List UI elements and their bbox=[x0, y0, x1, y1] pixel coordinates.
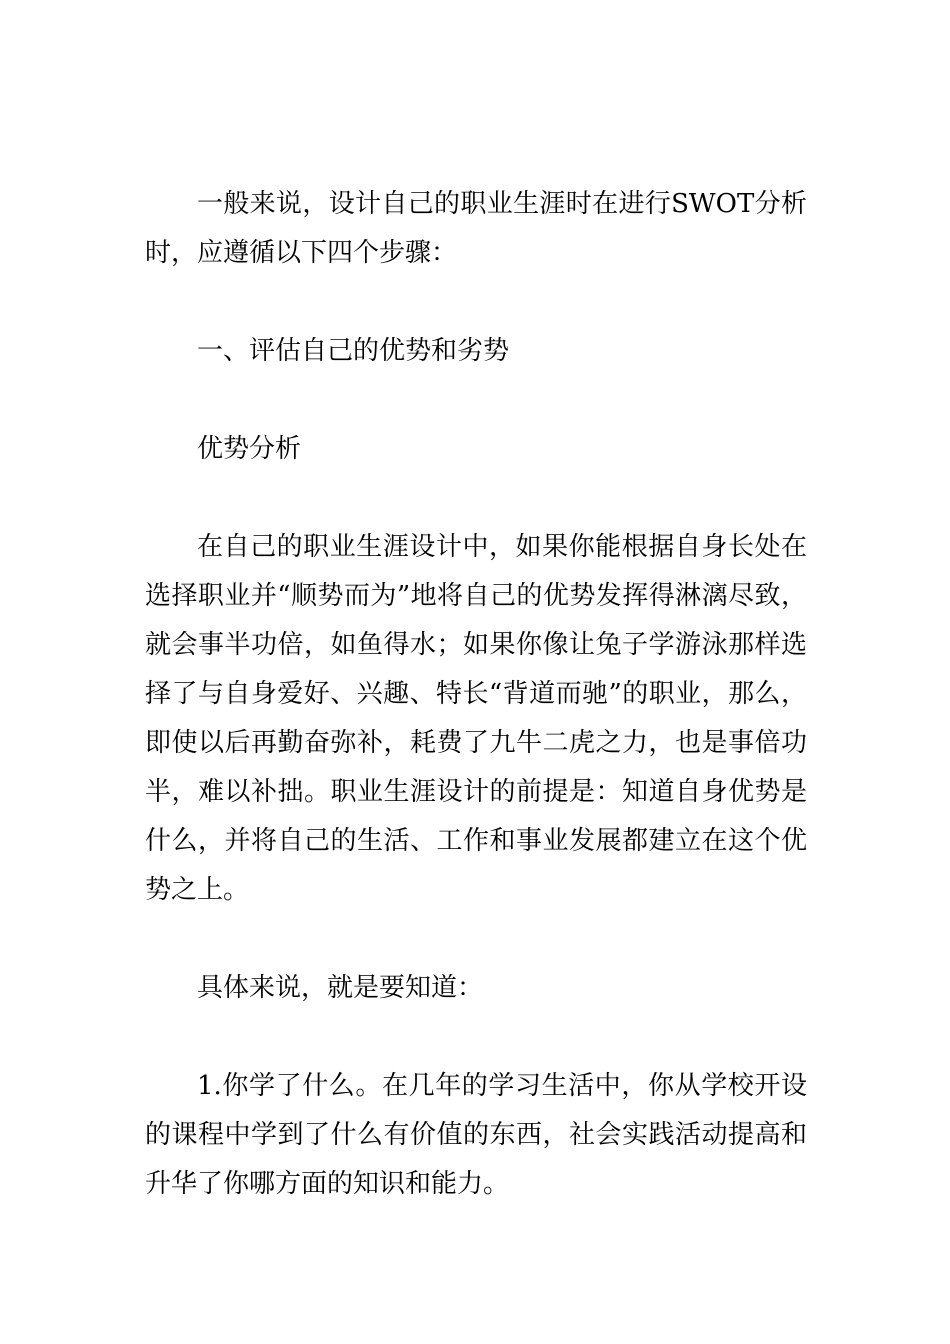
subsection-heading: 优势分析 bbox=[197, 434, 302, 464]
lead-in-paragraph: 具体来说，就是要知道： bbox=[197, 973, 484, 1003]
list-item-paragraph: 1.你学了什么。在几年的学习生活中，你从学校开设的课程中学到了什么有价值的东西，社会实践活动提高和升华了你哪方面的知识和能力。 bbox=[145, 1071, 807, 1199]
intro-paragraph: 一般来说，设计自己的职业生涯时在进行SWOT分析时，应遵循以下四个步骤： bbox=[145, 189, 807, 268]
body-paragraph: 在自己的职业生涯设计中，如果你能根据自身长处在选择职业并“顺势而为”地将自己的优势发挥得淋漓尽致，就会事半功倍，如鱼得水；如果你像让兔子学游泳那样选择了与自身爱好、兴趣、特长“背道而驰”的职业，那么，即使以后再勤奋弥补，耗费了九牛二虎之力，也是事倍功半，难以补拙。职业生涯设计的前提是：知道自身优势是什么，并将自己的生活、工作和事业发展都建立在这个优势之上。 bbox=[145, 532, 807, 905]
section-heading: 一、评估自己的优势和劣势 bbox=[197, 336, 510, 366]
document-body bbox=[145, 180, 807, 1209]
